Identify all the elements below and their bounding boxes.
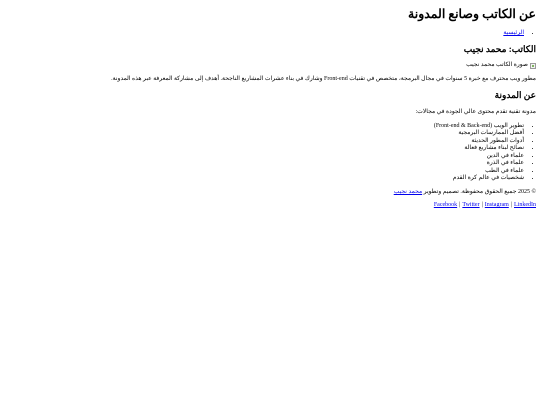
list-item: • أدوات المطور الحديثة <box>6 138 524 146</box>
list-item: • أفضل الممارسات البرمجية <box>6 130 524 138</box>
copyright-text: © 2025 جميع الحقوق محفوظة. تصميم وتطوير <box>423 188 536 195</box>
footer-author-link[interactable]: محمد نجيب <box>393 188 423 195</box>
list-item: • علماء في الدين <box>6 153 524 161</box>
linkedin-link[interactable]: LinkedIn <box>514 202 536 209</box>
social-separator: | <box>481 202 483 209</box>
list-item: • نصائح لبناء مشاريع فعالة <box>6 145 524 153</box>
list-item: • تطوير الويب (Front-end & Back-end) <box>6 123 524 131</box>
author-image-alt-text: صورة الكاتب محمد نجيب <box>466 62 528 69</box>
twitter-link[interactable]: Twitter <box>462 202 480 209</box>
list-item: • علماء في الطب <box>6 168 524 176</box>
author-bio: مطور ويب محترف مع خبرة 5 سنوات في مجال البرمجة، متخصص في تقنيات Front-end وشارك في بناء عشرات المشاريع الناجحة. أهدف إلى مشاركة المعرفة عبر هذه المدونة. <box>111 75 536 82</box>
about-blog-intro: مدونة تقنية تقدم محتوى عالي الجودة في مجالات: <box>415 109 536 116</box>
author-heading: الكاتب: محمد نجيب <box>463 43 536 54</box>
nav-item-home <box>6 30 524 38</box>
footer-copyright <box>6 189 536 197</box>
list-item: • شخصيات في عالم كرة القدم <box>6 175 524 183</box>
facebook-link[interactable]: Facebook <box>433 202 458 209</box>
list-item: • علماء في الذرة <box>6 160 524 168</box>
page-title: عن الكاتب وصانع المدونة <box>408 7 536 21</box>
topics-list <box>6 123 536 183</box>
social-links <box>6 202 536 210</box>
nav-link-home[interactable]: الرئيسية <box>503 30 524 36</box>
about-blog-heading: عن المدونة <box>494 90 536 101</box>
social-separator: | <box>459 202 461 209</box>
main-nav <box>6 30 536 38</box>
author-image <box>6 62 536 70</box>
broken-image-icon <box>530 63 536 69</box>
social-separator: | <box>510 202 512 209</box>
instagram-link[interactable]: Instagram <box>484 202 509 209</box>
